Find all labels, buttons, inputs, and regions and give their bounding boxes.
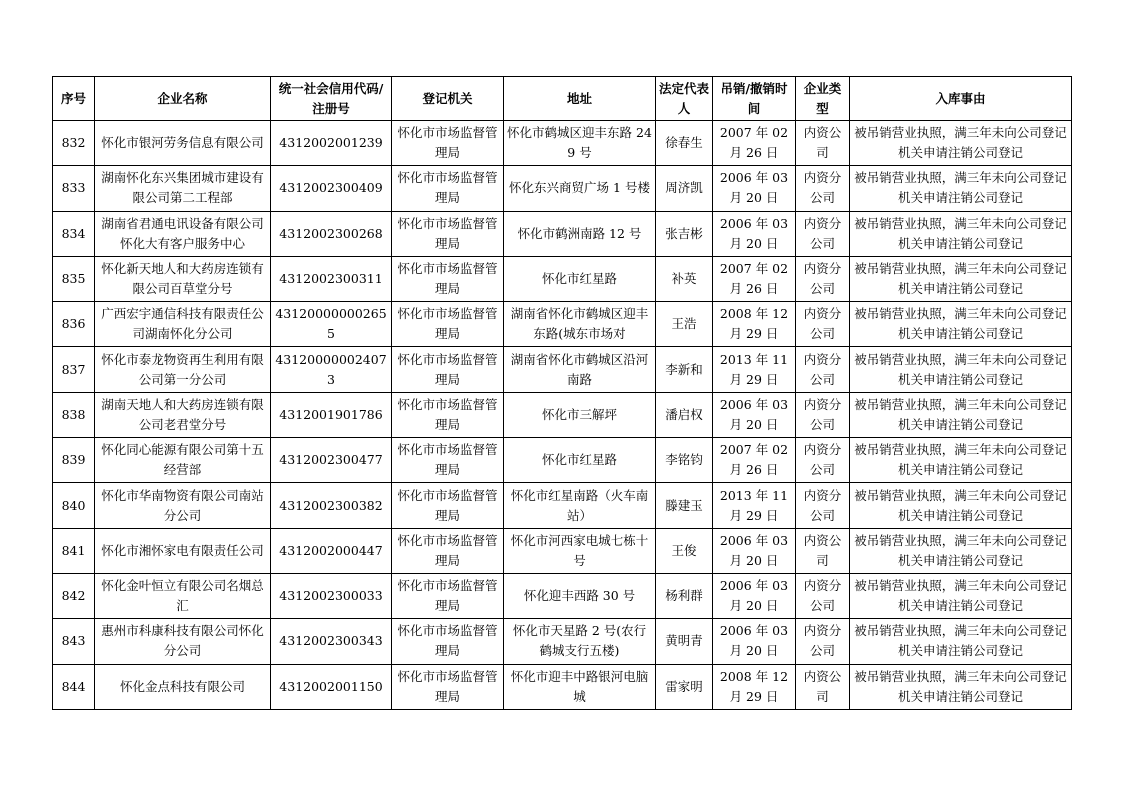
cell-index: 838 bbox=[53, 392, 95, 437]
cell-registration-authority: 怀化市市场监督管理局 bbox=[392, 664, 504, 709]
cell-credit-code: 4312002001150 bbox=[271, 664, 392, 709]
header-revocation-date: 吊销/撤销时间 bbox=[713, 77, 796, 121]
cell-company-name: 怀化同心能源有限公司第十五经营部 bbox=[95, 438, 271, 483]
cell-legal-representative: 王浩 bbox=[656, 302, 713, 347]
cell-credit-code: 431200000024073 bbox=[271, 347, 392, 392]
cell-revocation-date: 2008 年 12 月 29 日 bbox=[713, 664, 796, 709]
table-row bbox=[53, 619, 1072, 664]
cell-address: 怀化市红星南路（火车南站） bbox=[504, 483, 656, 528]
cell-company-type: 内资公司 bbox=[796, 121, 850, 166]
cell-listing-reason: 被吊销营业执照，满三年未向公司登记机关申请注销公司登记 bbox=[850, 483, 1072, 528]
cell-revocation-date: 2006 年 03 月 20 日 bbox=[713, 528, 796, 573]
cell-legal-representative: 王俊 bbox=[656, 528, 713, 573]
cell-registration-authority: 怀化市市场监督管理局 bbox=[392, 211, 504, 256]
cell-listing-reason: 被吊销营业执照，满三年未向公司登记机关申请注销公司登记 bbox=[850, 256, 1072, 301]
header-registration-authority: 登记机关 bbox=[392, 77, 504, 121]
table-row bbox=[53, 347, 1072, 392]
cell-legal-representative: 周济凯 bbox=[656, 166, 713, 211]
table-body bbox=[53, 121, 1072, 710]
header-listing-reason: 入库事由 bbox=[850, 77, 1072, 121]
table-row bbox=[53, 256, 1072, 301]
cell-address: 湖南省怀化市鹤城区迎丰东路(城东市场对 bbox=[504, 302, 656, 347]
cell-address: 怀化东兴商贸广场 1 号楼 bbox=[504, 166, 656, 211]
cell-company-name: 怀化市华南物资有限公司南站分公司 bbox=[95, 483, 271, 528]
cell-revocation-date: 2006 年 03 月 20 日 bbox=[713, 211, 796, 256]
cell-legal-representative: 徐春生 bbox=[656, 121, 713, 166]
cell-company-type: 内资分公司 bbox=[796, 256, 850, 301]
cell-company-name: 怀化新天地人和大药房连锁有限公司百草堂分号 bbox=[95, 256, 271, 301]
cell-listing-reason: 被吊销营业执照，满三年未向公司登记机关申请注销公司登记 bbox=[850, 392, 1072, 437]
cell-company-type: 内资分公司 bbox=[796, 438, 850, 483]
cell-index: 844 bbox=[53, 664, 95, 709]
cell-company-name: 怀化市湘怀家电有限责任公司 bbox=[95, 528, 271, 573]
cell-legal-representative: 张吉彬 bbox=[656, 211, 713, 256]
header-address: 地址 bbox=[504, 77, 656, 121]
cell-registration-authority: 怀化市市场监督管理局 bbox=[392, 121, 504, 166]
revoked-enterprises-table bbox=[52, 76, 1072, 710]
cell-address: 怀化市三解坪 bbox=[504, 392, 656, 437]
cell-index: 837 bbox=[53, 347, 95, 392]
cell-index: 836 bbox=[53, 302, 95, 347]
cell-index: 840 bbox=[53, 483, 95, 528]
cell-company-type: 内资公司 bbox=[796, 528, 850, 573]
cell-index: 841 bbox=[53, 528, 95, 573]
cell-company-name: 湖南怀化东兴集团城市建设有限公司第二工程部 bbox=[95, 166, 271, 211]
cell-revocation-date: 2007 年 02 月 26 日 bbox=[713, 256, 796, 301]
cell-company-name: 惠州市科康科技有限公司怀化分公司 bbox=[95, 619, 271, 664]
cell-company-name: 湖南省君通电讯设备有限公司怀化大有客户服务中心 bbox=[95, 211, 271, 256]
cell-company-type: 内资分公司 bbox=[796, 573, 850, 618]
cell-company-type: 内资分公司 bbox=[796, 392, 850, 437]
table-row bbox=[53, 483, 1072, 528]
cell-credit-code: 4312002300311 bbox=[271, 256, 392, 301]
cell-company-type: 内资分公司 bbox=[796, 347, 850, 392]
cell-legal-representative: 补英 bbox=[656, 256, 713, 301]
cell-index: 834 bbox=[53, 211, 95, 256]
table-row bbox=[53, 573, 1072, 618]
cell-index: 833 bbox=[53, 166, 95, 211]
cell-revocation-date: 2006 年 03 月 20 日 bbox=[713, 573, 796, 618]
cell-registration-authority: 怀化市市场监督管理局 bbox=[392, 528, 504, 573]
cell-company-name: 湖南天地人和大药房连锁有限公司老君堂分号 bbox=[95, 392, 271, 437]
cell-listing-reason: 被吊销营业执照，满三年未向公司登记机关申请注销公司登记 bbox=[850, 347, 1072, 392]
cell-revocation-date: 2006 年 03 月 20 日 bbox=[713, 166, 796, 211]
cell-legal-representative: 杨利群 bbox=[656, 573, 713, 618]
cell-company-name: 怀化金点科技有限公司 bbox=[95, 664, 271, 709]
cell-legal-representative: 雷家明 bbox=[656, 664, 713, 709]
cell-address: 怀化市迎丰中路银河电脑城 bbox=[504, 664, 656, 709]
cell-credit-code: 4312001901786 bbox=[271, 392, 392, 437]
cell-listing-reason: 被吊销营业执照，满三年未向公司登记机关申请注销公司登记 bbox=[850, 664, 1072, 709]
cell-credit-code: 431200000002655 bbox=[271, 302, 392, 347]
cell-address: 怀化市红星路 bbox=[504, 438, 656, 483]
cell-registration-authority: 怀化市市场监督管理局 bbox=[392, 483, 504, 528]
cell-credit-code: 4312002001239 bbox=[271, 121, 392, 166]
cell-listing-reason: 被吊销营业执照，满三年未向公司登记机关申请注销公司登记 bbox=[850, 528, 1072, 573]
cell-company-type: 内资公司 bbox=[796, 664, 850, 709]
cell-listing-reason: 被吊销营业执照，满三年未向公司登记机关申请注销公司登记 bbox=[850, 573, 1072, 618]
cell-credit-code: 4312002300477 bbox=[271, 438, 392, 483]
cell-registration-authority: 怀化市市场监督管理局 bbox=[392, 392, 504, 437]
cell-company-name: 怀化金叶恒立有限公司名烟总汇 bbox=[95, 573, 271, 618]
cell-credit-code: 4312002300409 bbox=[271, 166, 392, 211]
table-row bbox=[53, 121, 1072, 166]
cell-listing-reason: 被吊销营业执照，满三年未向公司登记机关申请注销公司登记 bbox=[850, 211, 1072, 256]
cell-listing-reason: 被吊销营业执照，满三年未向公司登记机关申请注销公司登记 bbox=[850, 619, 1072, 664]
cell-address: 怀化市鹤洲南路 12 号 bbox=[504, 211, 656, 256]
header-legal-representative: 法定代表人 bbox=[656, 77, 713, 121]
cell-credit-code: 4312002300382 bbox=[271, 483, 392, 528]
cell-index: 835 bbox=[53, 256, 95, 301]
cell-registration-authority: 怀化市市场监督管理局 bbox=[392, 573, 504, 618]
cell-index: 842 bbox=[53, 573, 95, 618]
cell-revocation-date: 2006 年 03 月 20 日 bbox=[713, 619, 796, 664]
cell-credit-code: 4312002300343 bbox=[271, 619, 392, 664]
cell-registration-authority: 怀化市市场监督管理局 bbox=[392, 347, 504, 392]
cell-company-name: 怀化市银河劳务信息有限公司 bbox=[95, 121, 271, 166]
table-row bbox=[53, 211, 1072, 256]
cell-address: 怀化迎丰西路 30 号 bbox=[504, 573, 656, 618]
cell-revocation-date: 2006 年 03 月 20 日 bbox=[713, 392, 796, 437]
header-company-name: 企业名称 bbox=[95, 77, 271, 121]
cell-company-type: 内资分公司 bbox=[796, 483, 850, 528]
header-index: 序号 bbox=[53, 77, 95, 121]
cell-address: 怀化市红星路 bbox=[504, 256, 656, 301]
cell-listing-reason: 被吊销营业执照，满三年未向公司登记机关申请注销公司登记 bbox=[850, 302, 1072, 347]
cell-legal-representative: 黄明青 bbox=[656, 619, 713, 664]
cell-address: 怀化市天星路 2 号(农行鹤城支行五楼) bbox=[504, 619, 656, 664]
cell-company-type: 内资分公司 bbox=[796, 302, 850, 347]
table-row bbox=[53, 664, 1072, 709]
cell-address: 湖南省怀化市鹤城区沿河南路 bbox=[504, 347, 656, 392]
cell-registration-authority: 怀化市市场监督管理局 bbox=[392, 619, 504, 664]
cell-legal-representative: 潘启权 bbox=[656, 392, 713, 437]
cell-address: 怀化市河西家电城七栋十号 bbox=[504, 528, 656, 573]
cell-revocation-date: 2007 年 02 月 26 日 bbox=[713, 438, 796, 483]
header-credit-code: 统一社会信用代码/注册号 bbox=[271, 77, 392, 121]
cell-credit-code: 4312002300033 bbox=[271, 573, 392, 618]
table-row bbox=[53, 392, 1072, 437]
cell-address: 怀化市鹤城区迎丰东路 249 号 bbox=[504, 121, 656, 166]
cell-index: 832 bbox=[53, 121, 95, 166]
cell-company-type: 内资分公司 bbox=[796, 211, 850, 256]
table-row bbox=[53, 438, 1072, 483]
cell-legal-representative: 李新和 bbox=[656, 347, 713, 392]
cell-company-type: 内资分公司 bbox=[796, 166, 850, 211]
cell-credit-code: 4312002000447 bbox=[271, 528, 392, 573]
cell-index: 839 bbox=[53, 438, 95, 483]
cell-index: 843 bbox=[53, 619, 95, 664]
table-header-row bbox=[53, 77, 1072, 121]
cell-registration-authority: 怀化市市场监督管理局 bbox=[392, 438, 504, 483]
cell-listing-reason: 被吊销营业执照，满三年未向公司登记机关申请注销公司登记 bbox=[850, 438, 1072, 483]
table-row bbox=[53, 528, 1072, 573]
cell-revocation-date: 2007 年 02 月 26 日 bbox=[713, 121, 796, 166]
cell-company-name: 怀化市泰龙物资再生利用有限公司第一分公司 bbox=[95, 347, 271, 392]
cell-listing-reason: 被吊销营业执照，满三年未向公司登记机关申请注销公司登记 bbox=[850, 121, 1072, 166]
cell-revocation-date: 2013 年 11 月 29 日 bbox=[713, 483, 796, 528]
table-row bbox=[53, 302, 1072, 347]
cell-revocation-date: 2008 年 12 月 29 日 bbox=[713, 302, 796, 347]
cell-listing-reason: 被吊销营业执照，满三年未向公司登记机关申请注销公司登记 bbox=[850, 166, 1072, 211]
header-company-type: 企业类型 bbox=[796, 77, 850, 121]
table-row bbox=[53, 166, 1072, 211]
cell-revocation-date: 2013 年 11 月 29 日 bbox=[713, 347, 796, 392]
cell-company-name: 广西宏宇通信科技有限责任公司湖南怀化分公司 bbox=[95, 302, 271, 347]
cell-legal-representative: 李铭钧 bbox=[656, 438, 713, 483]
cell-company-type: 内资分公司 bbox=[796, 619, 850, 664]
cell-registration-authority: 怀化市市场监督管理局 bbox=[392, 302, 504, 347]
cell-registration-authority: 怀化市市场监督管理局 bbox=[392, 256, 504, 301]
cell-registration-authority: 怀化市市场监督管理局 bbox=[392, 166, 504, 211]
cell-legal-representative: 滕建玉 bbox=[656, 483, 713, 528]
cell-credit-code: 4312002300268 bbox=[271, 211, 392, 256]
